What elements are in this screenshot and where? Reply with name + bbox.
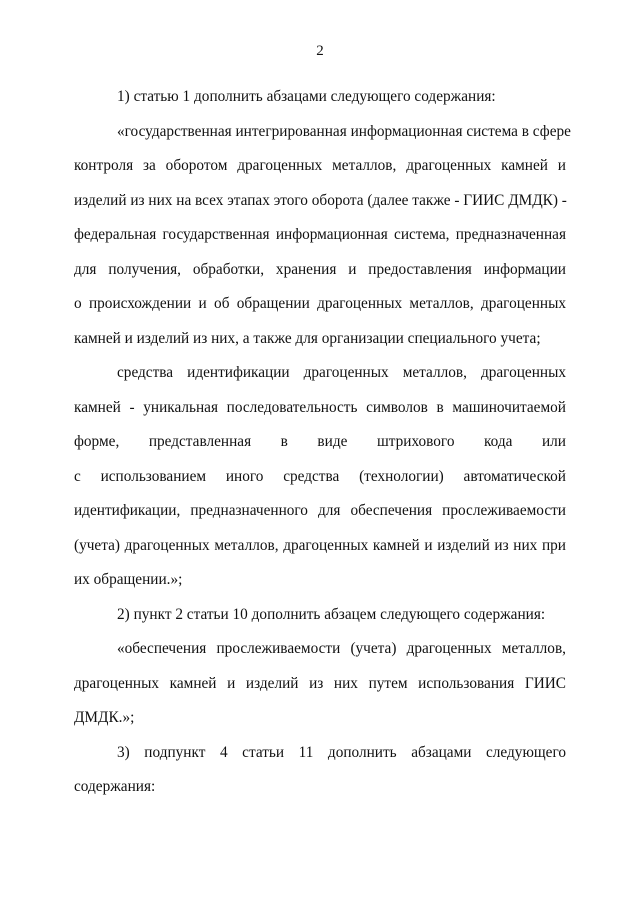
text-line: камней и изделий из них, а также для организации специального учета; xyxy=(74,329,541,347)
text-line: (учета) драгоценных металлов, драгоценных камней и изделий из них при xyxy=(74,536,566,554)
text-line: о происхождении и об обращении драгоценных металлов, драгоценных xyxy=(74,295,566,312)
text-line: 3) подпункт 4 статьи 11 дополнить абзацами следующего xyxy=(117,743,566,761)
text-line: содержания: xyxy=(74,778,156,795)
text-line: контроля за оборотом драгоценных металлов, драгоценных камней и xyxy=(74,157,566,174)
document-body xyxy=(74,80,571,805)
paragraph-1 xyxy=(74,80,566,115)
text-line: их обращении.»; xyxy=(74,571,183,588)
text-line: 2) пункт 2 статьи 10 дополнить абзацем следующего содержания: xyxy=(117,605,546,623)
text-line: идентификации, предназначенного для обеспечения прослеживаемости xyxy=(74,502,566,519)
text-line: 1) статью 1 дополнить абзацами следующего содержания: xyxy=(117,88,496,105)
paragraph-3 xyxy=(74,356,566,598)
text-line: «обеспечения прослеживаемости (учета) драгоценных металлов, xyxy=(117,640,566,657)
text-line: ДМДК.»; xyxy=(74,709,135,726)
page-number: 2 xyxy=(316,43,324,59)
text-line: драгоценных камней и изделий из них путем использования ГИИС xyxy=(74,674,566,692)
text-line: с использованием иного средства (технологии) автоматической xyxy=(74,467,566,485)
text-line: средства идентификации драгоценных металлов, драгоценных xyxy=(117,364,566,381)
text-line: камней - уникальная последовательность символов в машиночитаемой xyxy=(74,398,566,416)
paragraph-6 xyxy=(74,736,566,805)
paragraph-4 xyxy=(74,598,566,633)
text-line: федеральная государственная информационная система, предназначенная xyxy=(74,226,566,243)
paragraph-5 xyxy=(74,632,566,736)
text-line: «государственная интегрированная информационная система в сфере xyxy=(117,122,571,140)
text-line: форме, представленная в виде штрихового кода или xyxy=(74,433,566,450)
text-line: изделий из них на всех этапах этого оборота (далее также - ГИИС ДМДК) - xyxy=(74,191,567,209)
paragraph-2 xyxy=(74,115,571,357)
text-line: для получения, обработки, хранения и предоставления информации xyxy=(74,260,566,278)
